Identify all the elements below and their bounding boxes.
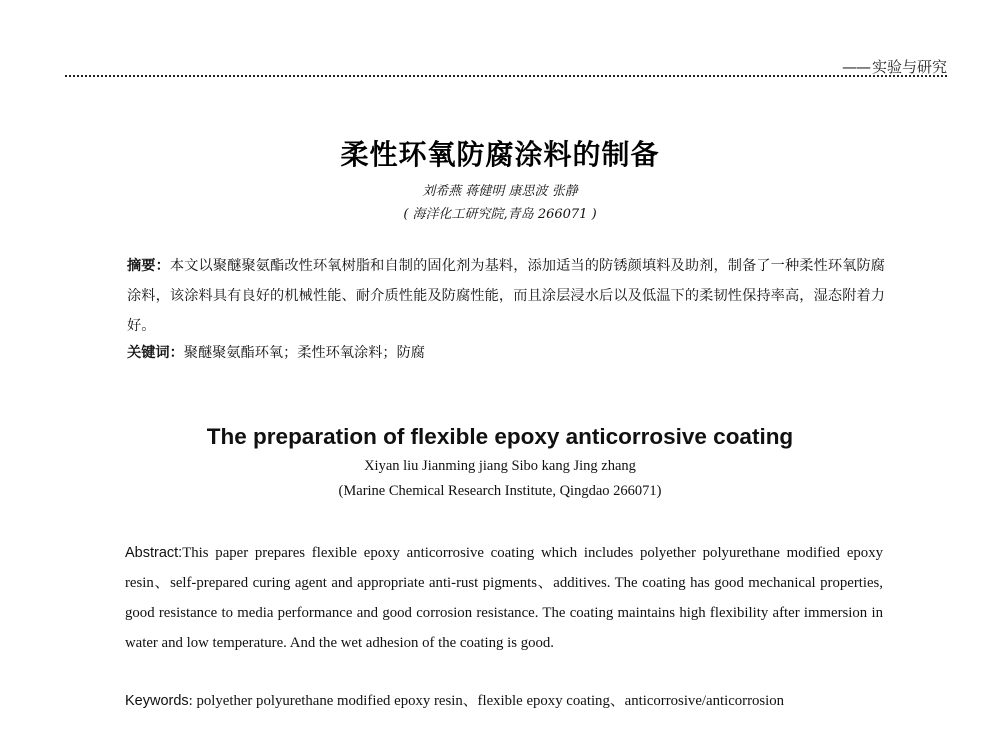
- section-tag-text: 实验与研究: [871, 58, 947, 76]
- keywords-en-text: polyether polyurethane modified epoxy resin、flexible epoxy coating、anticorrosive/anticorrosion: [196, 693, 785, 709]
- abstract-cn-label: 摘要：: [127, 258, 170, 274]
- keywords-en-label: Keywords: [125, 693, 189, 709]
- abstract-en-text: This paper prepares flexible epoxy anticorrosive coating which includes polyether polyurethane modified epoxy resin、self-prepared curing agent and appropriate anti-rust pigments、additives. The coating has good mechanical properties, good resistance to media performance and good corrosion resistance. The coating maintains high flexibility after immersion in water and low temperature. And the wet adhesion of the coating is good.: [125, 545, 883, 651]
- abstract-en: [125, 538, 883, 658]
- abstract-cn-text: 本文以聚醚聚氨酯改性环氧树脂和自制的固化剂为基料，添加适当的防锈颜填料及助剂，制备了一种柔性环氧防腐涂料，该涂料具有良好的机械性能、耐介质性能及防腐性能，而且涂层浸水后以及低温下的柔韧性保持率高，湿态附着力好。: [127, 258, 885, 334]
- abstract-cn: [127, 251, 885, 341]
- keywords-en: [125, 688, 905, 714]
- section-tag-dash: ——: [841, 58, 870, 76]
- keywords-en-separator: :: [188, 693, 197, 709]
- keywords-cn-label: 关键词：: [127, 345, 184, 361]
- abstract-en-label: Abstract:: [125, 545, 183, 561]
- page-title-cn: 柔性环氧防腐涂料的制备: [340, 138, 660, 171]
- section-tag: [842, 56, 947, 77]
- keywords-cn-text: 聚醚聚氨酯环氧；柔性环氧涂料；防腐: [183, 345, 425, 361]
- authors-en: Xiyan liu Jianming jiang Sibo kang Jing zhang: [364, 458, 636, 474]
- page-title-en: The preparation of flexible epoxy anticorrosive coating: [206, 424, 794, 449]
- authors-cn: 刘希燕 蒋健明 康思波 张静: [422, 184, 578, 199]
- header-dotted-rule: [65, 75, 947, 77]
- affiliation-cn: ( 海洋化工研究院,青岛 266071 ): [403, 207, 597, 222]
- affiliation-en: (Marine Chemical Research Institute, Qingdao 266071): [338, 483, 662, 499]
- keywords-cn: [127, 340, 885, 366]
